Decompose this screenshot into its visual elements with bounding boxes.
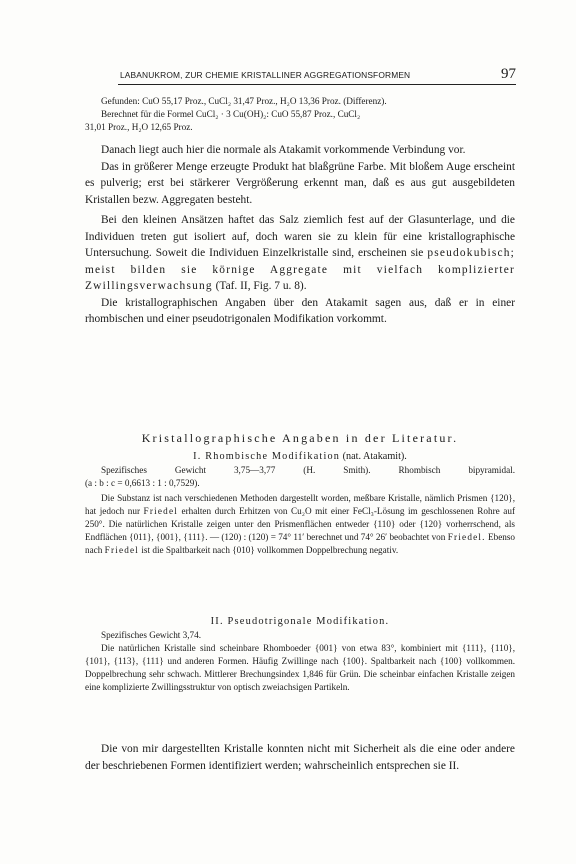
header-title: LABANUKROM, ZUR CHEMIE KRISTALLINER AGGREGATIONSFORMEN [120, 70, 411, 80]
literature-section [85, 430, 515, 557]
subsection-1-text-b: erhalten durch Erhitzen von Cu₂O mit einer FeCl₃-Lösung im geschlossenen Rohre auf 250°. Die natürlichen Kristalle zeigen unter den Prismenflächen entweder {110} oder {120} vorherrschend, als Endflächen {011}, {001}, {111}. — (120) : (120) = 74° 11′ berechnet und 74° 26′ beobachtet von [85, 506, 516, 542]
crystal-system: Rhombisch bipyramidal. [398, 465, 516, 475]
paragraph-1: Danach liegt auch hier die normale als Atakamit vorkommende Verbindung vor. [101, 144, 466, 156]
paragraph-2: Das in größerer Menge erzeugte Produkt hat blaßgrüne Farbe. Mit bloßem Auge erscheint es pulverig; erst bei stärkerer Vergrößerung erkennt man, daß es aus gut ausgebildeten Kristallen bezw. Aggregaten besteht. [85, 160, 515, 206]
paragraph-3-figure-ref: (Taf. II, Fig. 7 u. 8). [215, 280, 307, 292]
closing-paragraph-block [85, 741, 515, 774]
subsection-1-note: (nat. Atakamit). [342, 451, 407, 462]
paragraph-4: Die kristallographischen Angaben über den Atakamit sagen aus, daß er in einer rhombischen und einer pseudotrigonalen Modifikation vorkommt. [85, 296, 515, 325]
author-friedel-2: Friedel. [447, 532, 486, 542]
subsection-1-text [85, 492, 515, 557]
density-value: Spezifisches Gewicht 3,75—3,77 (H. Smith). [101, 465, 371, 475]
section-title: Kristallographische Angaben in der Literatur. [141, 431, 459, 445]
main-text [85, 142, 515, 328]
subsection-2-heading: II. Pseudotrigonale Modifikation. [210, 616, 390, 627]
emphasis-pseudokubisch: pseudokubisch; [427, 247, 515, 259]
page-number: 97 [501, 66, 516, 82]
analysis-found: Gefunden: CuO 55,17 Proz., CuCl₂ 31,47 Proz., H₂O 13,36 Proz. (Differenz). [101, 96, 387, 106]
subsection-2-density: Spezifisches Gewicht 3,74. [101, 630, 202, 640]
subsection-1-text-d: ist die Spaltbarkeit nach {010} vollkommen Doppelbrechung negativ. [141, 545, 399, 555]
analysis-calculated: Berechnet für die Formel CuCl₂ · 3 Cu(OH)₂: CuO 55,87 Proz., CuCl₂ [101, 109, 361, 119]
axial-ratio: (a : b : c = 0,6613 : 1 : 0,7529). [85, 478, 200, 488]
emphasis-aggregate: meist bilden sie körnige Aggregate mit vielfach komplizierter Zwillingsverwachsung [85, 263, 515, 292]
subsection-2 [85, 614, 515, 694]
subsection-2-body [85, 629, 515, 694]
subsection-2-text: Die natürlichen Kristalle sind scheinbare Rhomboeder {001} von etwa 83°, kombiniert mit {111}, {110}, {101}, {113}, {111} und anderen Formen. Häufig Zwillinge nach {100}. Spaltbarkeit nach {100} vollkommen. Doppelbrechung sehr schwach. Mittlerer Brechungsindex 1,846 für Grün. Die scheinbar einfachen Kristalle zeigen eine komplizierte Zwillingsstruktur von optisch zweiachsigen Partikeln. [85, 643, 515, 692]
closing-paragraph: Die von mir dargestellten Kristalle konnten nicht mit Sicherheit als die eine oder andere der beschriebenen Formen identifiziert werden; wahrscheinlich entsprechen sie II. [85, 743, 515, 772]
subsection-1-density [85, 464, 515, 477]
subsection-1-text-a: Die Substanz ist nach verschiedenen Methoden dargestellt worden, meßbare Kristalle, nämlich Prismen {120}, hat jedoch nur [85, 493, 515, 516]
running-header [118, 68, 516, 85]
subsection-1-text-c: Ebenso nach [85, 532, 516, 555]
subsection-1-body [85, 464, 515, 557]
author-friedel-3: Friedel [104, 545, 140, 555]
paragraph-3-text: Bei den kleinen Ansätzen haftet das Salz ziemlich fest auf der Glasunterlage, und die Individuen treten gut isoliert auf, doch waren sie zu klein für eine kristallographische Untersuchung. Soweit die Individuen Einzelkristalle sind, erscheinen sie [85, 214, 515, 259]
subsection-1-title: I. Rhombische Modifikation [193, 451, 341, 462]
analysis-block [85, 95, 515, 134]
paragraph-3 [85, 212, 515, 295]
subsection-1-heading [85, 449, 515, 464]
author-friedel-1: Friedel [143, 506, 178, 516]
analysis-calculated-cont: 31,01 Proz., H₂O 12,65 Proz. [85, 122, 193, 132]
